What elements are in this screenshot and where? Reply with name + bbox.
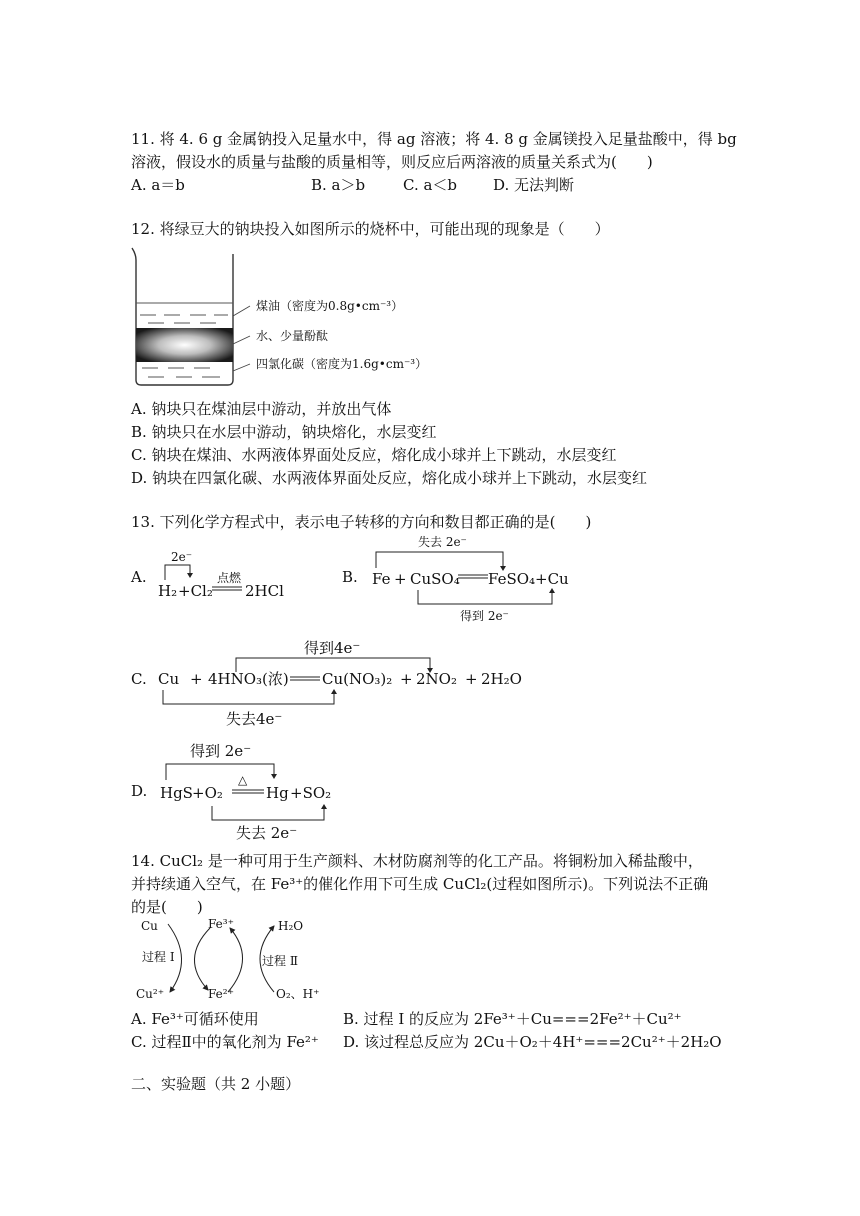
- product-cu-no3-2: Cu(NO₃)₂: [322, 670, 393, 688]
- plus-c1: +: [190, 670, 203, 688]
- process-1-label: 过程 Ⅰ: [142, 950, 175, 964]
- q12-stem: 12. 将绿豆大的钠块投入如图所示的烧杯中，可能出现的现象是（ ）: [131, 220, 610, 238]
- option-c-label: C.: [131, 670, 147, 688]
- q11-stem-line1: 11. 将 4. 6 g 金属钠投入足量水中，得 ag 溶液；将 4. 8 g 金属镁投入足量盐酸中，得 bg: [131, 130, 737, 148]
- electron-lose-b: 失去 2e⁻: [418, 535, 467, 549]
- option-b-label: B.: [342, 568, 358, 586]
- reactant-fe: Fe: [372, 570, 391, 588]
- q11-option-c: C. a＜b: [403, 176, 458, 194]
- plus-b: +: [394, 570, 407, 588]
- water-layer: [136, 328, 233, 362]
- beaker-diagram: [128, 244, 448, 389]
- section-heading: 二、实验题（共 2 小题）: [131, 1075, 301, 1093]
- q11-option-b: B. a＞b: [311, 176, 366, 194]
- species-fe3: Fe³⁺: [208, 917, 234, 931]
- condition-heat: △: [238, 773, 248, 787]
- option-a-label: A.: [131, 568, 147, 586]
- electron-lose-d: 失去 2e⁻: [236, 824, 298, 842]
- species-cu: Cu: [141, 919, 158, 933]
- q12-option-a: A. 钠块只在煤油层中游动，并放出气体: [131, 400, 392, 418]
- q11-option-a: A. a＝b: [131, 176, 185, 194]
- option-d-label: D.: [131, 782, 148, 800]
- species-fe2: Fe²⁺: [208, 987, 234, 1001]
- electron-lose-c: 失去4e⁻: [226, 710, 283, 728]
- ccl4-label: 四氯化碳（密度为1.6g•cm⁻³）: [256, 357, 428, 371]
- kerosene-label: 煤油（密度为0.8g•cm⁻³）: [256, 299, 404, 313]
- process-2-label: 过程 Ⅱ: [262, 954, 298, 968]
- q14-option-a: A. Fe³⁺可循环使用: [131, 1010, 259, 1028]
- reactant-hno3: 4HNO₃(浓): [208, 670, 289, 688]
- reactant-cuso4: CuSO₄: [410, 570, 460, 588]
- equation-b: [338, 532, 578, 624]
- product-cu: +Cu: [535, 570, 569, 588]
- product-feso4: FeSO₄: [488, 570, 536, 588]
- reactant-cu: Cu: [158, 670, 180, 688]
- electron-gain-b: 得到 2e⁻: [460, 609, 509, 623]
- reactant-hgs: HgS: [160, 784, 193, 802]
- species-cu2: Cu²⁺: [136, 987, 165, 1001]
- q13-stem: 13. 下列化学方程式中，表示电子转移的方向和数目都正确的是( ): [131, 513, 592, 531]
- water-label: 水、少量酚酞: [256, 329, 329, 343]
- q12-option-b: B. 钠块只在水层中游动，钠块熔化，水层变红: [131, 423, 437, 441]
- product-h2o: 2H₂O: [481, 670, 522, 688]
- product-no2: 2NO₂: [416, 670, 457, 688]
- electron-transfer-a: 2e⁻: [171, 550, 193, 564]
- species-h2o: H₂O: [278, 919, 304, 933]
- carbon-tetrachloride-layer: [142, 368, 220, 377]
- species-o2-h: O₂、H⁺: [276, 987, 320, 1001]
- equation-c: [128, 632, 548, 732]
- product-so2: +SO₂: [290, 784, 332, 802]
- q14-option-d: D. 该过程总反应为 2Cu＋O₂＋4H⁺===2Cu²⁺＋2H₂O: [343, 1033, 722, 1051]
- q14-option-c: C. 过程Ⅱ中的氧化剂为 Fe²⁺: [131, 1033, 319, 1051]
- product-hcl: 2HCl: [245, 582, 284, 600]
- q12-option-d: D. 钠块在四氯化碳、水两液体界面处反应，熔化成小球并上下跳动，水层变红: [131, 469, 648, 487]
- reactant-cl2: +Cl₂: [178, 582, 213, 600]
- equation-d: [128, 740, 368, 842]
- product-hg: Hg: [266, 784, 289, 802]
- q11-stem-line2: 溶液，假设水的质量与盐酸的质量相等，则反应后两溶液的质量关系式为( ): [131, 153, 653, 171]
- beaker-body: [132, 248, 233, 385]
- condition-ignite: 点燃: [217, 571, 242, 585]
- q14-stem-line1: 14. CuCl₂ 是一种可用于生产颜料、木材防腐剂等的化工产品。将铜粉加入稀盐酸中，: [131, 852, 703, 870]
- q14-stem-line3: 的是( ): [131, 898, 203, 916]
- q11-option-d: D. 无法判断: [493, 176, 575, 194]
- q12-option-c: C. 钠块在煤油、水两液体界面处反应，熔化成小球并上下跳动，水层变红: [131, 446, 617, 464]
- reactant-o2: +O₂: [192, 784, 223, 802]
- q14-option-b: B. 过程 Ⅰ 的反应为 2Fe³⁺＋Cu===2Fe²⁺＋Cu²⁺: [343, 1010, 682, 1028]
- catalytic-cycle-diagram: [128, 914, 328, 1006]
- electron-gain-d: 得到 2e⁻: [190, 742, 252, 760]
- plus-c3: +: [465, 670, 478, 688]
- electron-gain-c: 得到4e⁻: [304, 639, 361, 657]
- q14-stem-line2: 并持续通入空气，在 Fe³⁺的催化作用下可生成 CuCl₂(过程如图所示)。下列说法不正确: [131, 875, 709, 893]
- kerosene-layer: [136, 303, 233, 323]
- reactant-h2: H₂: [158, 582, 178, 600]
- plus-c2: +: [400, 670, 413, 688]
- equation-a: [128, 540, 308, 604]
